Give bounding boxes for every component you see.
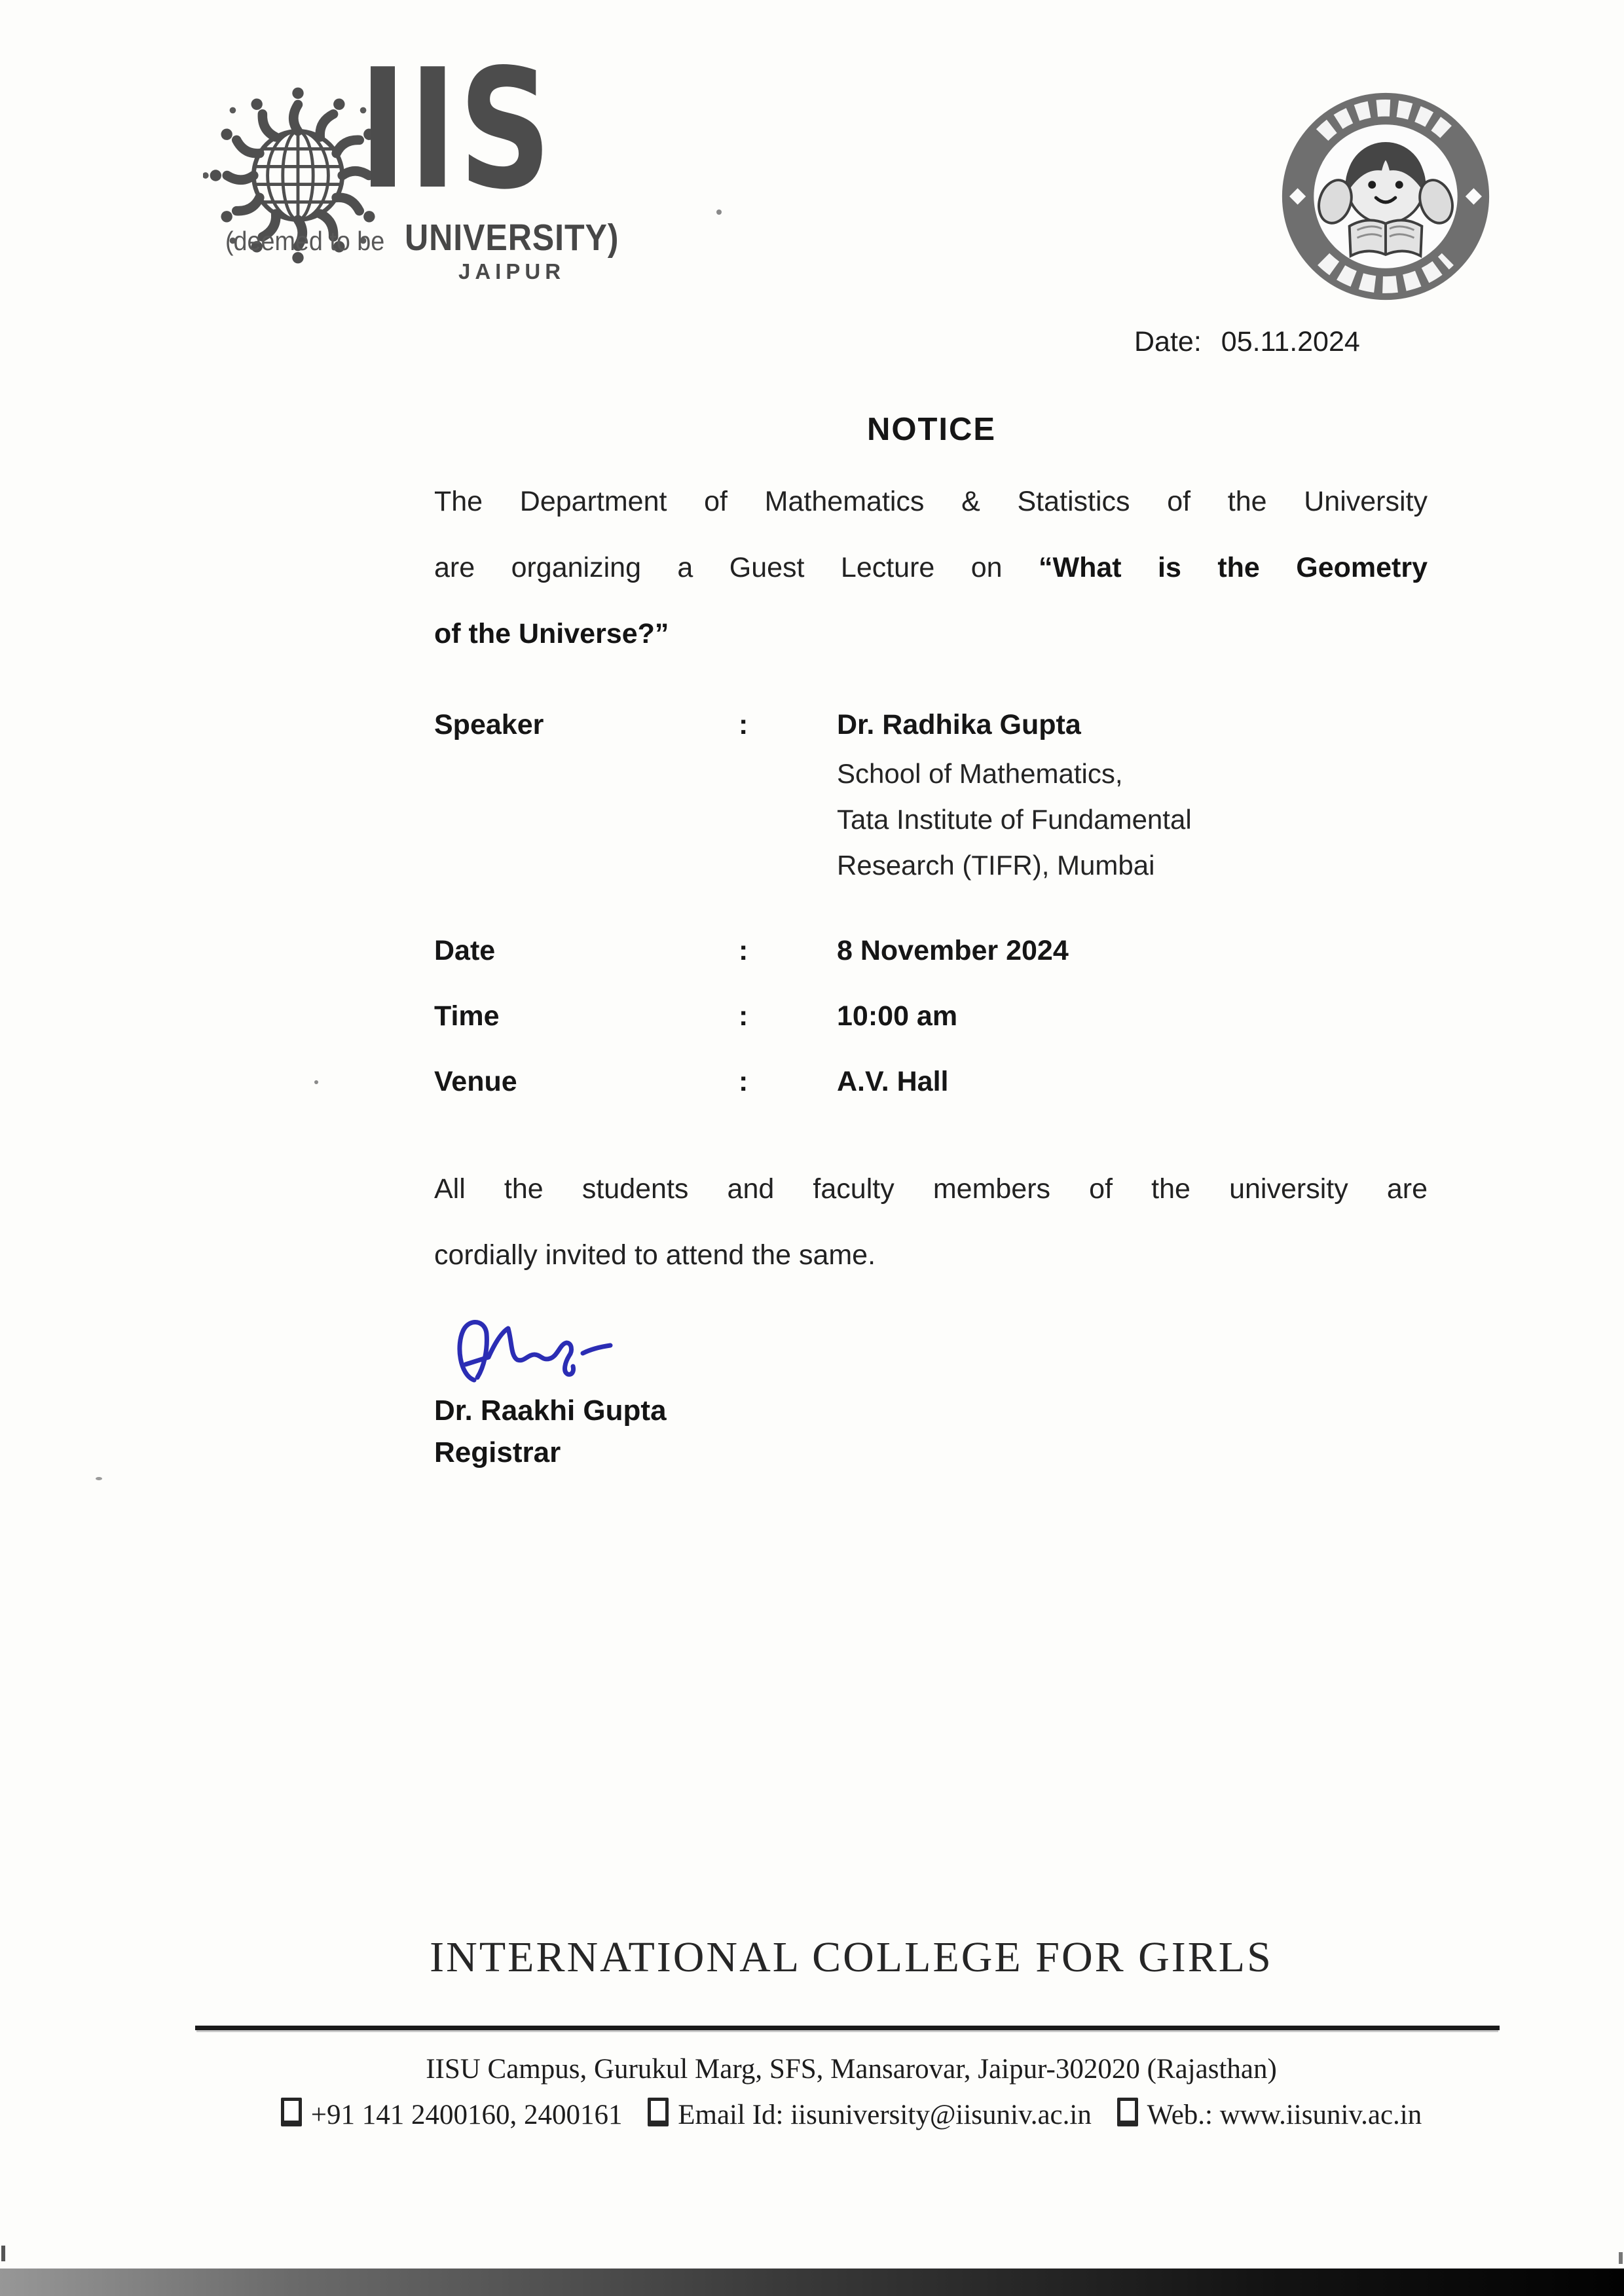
deemed-to-be-university-line xyxy=(225,216,619,259)
closing-line-2: cordially invited to attend the same. xyxy=(434,1239,876,1271)
closing-paragraph xyxy=(434,1156,1428,1288)
scan-edge-bar xyxy=(0,2269,1624,2296)
speaker-label: Speaker xyxy=(434,709,544,740)
date-value: 05.11.2024 xyxy=(1221,326,1360,357)
speaker-row: Speaker : Dr. Radhika Gupta xyxy=(434,709,1081,740)
intro-line-3: of the Universe?” xyxy=(434,618,669,649)
event-venue-row: Venue : A.V. Hall xyxy=(434,1066,949,1097)
web-square-icon xyxy=(1117,2098,1138,2126)
event-time-row: Time : 10:00 am xyxy=(434,1000,958,1032)
email-square-icon xyxy=(648,2098,669,2126)
issue-date-line xyxy=(1134,326,1360,358)
college-name: INTERNATIONAL COLLEGE FOR GIRLS xyxy=(430,1933,1273,1981)
beti-bachao-beti-padhao-logo xyxy=(1276,86,1496,306)
scan-speck xyxy=(1619,2252,1623,2264)
deemed-prefix-text: (deemed to be xyxy=(225,226,385,256)
event-date-value: 8 November 2024 xyxy=(837,935,1069,966)
event-time-label: Time xyxy=(434,1000,500,1032)
email-contact: Email Id: iisuniversity@iisuniv.ac.in xyxy=(648,2098,1092,2131)
registrar-name: Dr. Raakhi Gupta xyxy=(434,1394,667,1427)
contact-line xyxy=(72,2098,1624,2131)
footer-divider xyxy=(195,2026,1500,2030)
scan-speck xyxy=(96,1477,102,1480)
speaker-affiliation-line: Research (TIFR), Mumbai xyxy=(837,850,1155,881)
closing-line-1: All the students and faculty members of the university are xyxy=(434,1173,1428,1205)
event-venue-value: A.V. Hall xyxy=(837,1066,949,1097)
speaker-affiliation-line: School of Mathematics, xyxy=(837,758,1123,789)
event-date-row: Date : 8 November 2024 xyxy=(434,935,1069,966)
phone-contact: +91 141 2400160, 2400161 xyxy=(281,2098,623,2131)
intro-line-2: are organizing a Guest Lecture on “What is the Geometry xyxy=(434,552,1428,583)
speaker-name: Dr. Radhika Gupta xyxy=(837,709,1081,740)
speaker-affiliation-line: Tata Institute of Fundamental xyxy=(837,804,1192,835)
intro-line-1: The Department of Mathematics & Statistics of the University xyxy=(434,486,1428,517)
campus-address: IISU Campus, Gurukul Marg, SFS, Mansarovar, Jaipur-302020 (Rajasthan) xyxy=(426,2054,1277,2085)
university-word-text: UNIVERSITY) xyxy=(405,217,619,259)
scan-speck xyxy=(716,210,722,215)
page-title: NOTICE xyxy=(866,412,997,447)
iis-logo-acronym: IIS xyxy=(359,34,554,226)
scan-speck xyxy=(314,1080,318,1084)
event-venue-label: Venue xyxy=(434,1066,517,1097)
scan-speck xyxy=(1,2246,5,2261)
phone-square-icon xyxy=(281,2098,302,2126)
date-label: Date: xyxy=(1134,326,1202,357)
event-time-value: 10:00 am xyxy=(837,1000,958,1032)
registrar-signature-ink xyxy=(453,1316,637,1394)
jaipur-text: JAIPUR xyxy=(458,259,566,283)
event-date-label: Date xyxy=(434,935,496,966)
intro-paragraph xyxy=(434,469,1428,667)
web-contact: Web.: www.iisuniv.ac.in xyxy=(1117,2098,1422,2131)
registrar-designation: Registrar xyxy=(434,1436,561,1468)
